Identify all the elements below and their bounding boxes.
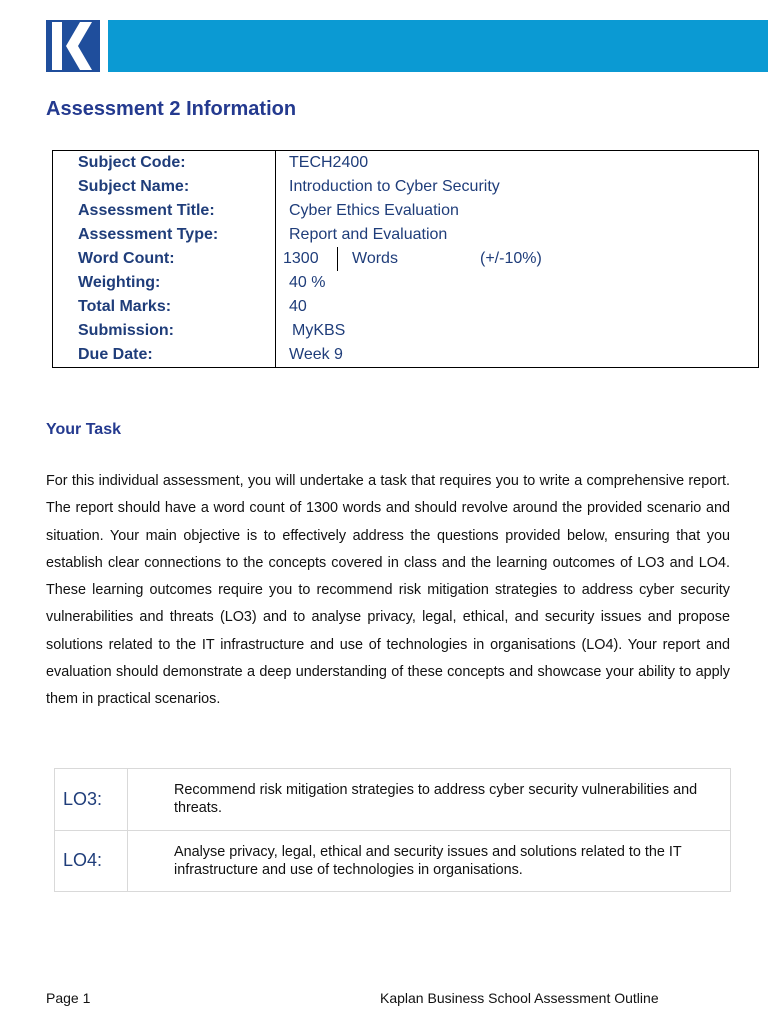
word-count-cell xyxy=(276,247,759,271)
footer-page-number: Page 1 xyxy=(46,990,91,1006)
word-count-value: 1300 xyxy=(283,247,338,271)
subject-name-label: Subject Name: xyxy=(53,175,276,199)
k-letter-icon xyxy=(46,20,100,72)
footer-document-name: Kaplan Business School Assessment Outline xyxy=(380,990,659,1006)
subject-code-label: Subject Code: xyxy=(53,151,276,176)
weighting-value: 40 % xyxy=(289,274,326,291)
header-bar xyxy=(108,20,768,72)
kaplan-logo xyxy=(46,20,100,72)
assessment-type-label: Assessment Type: xyxy=(53,223,276,247)
total-marks-value: 40 xyxy=(289,298,307,315)
subject-code-value: TECH2400 xyxy=(289,154,369,171)
page-title: Assessment 2 Information xyxy=(46,98,297,120)
due-date-label: Due Date: xyxy=(53,343,276,368)
table-row xyxy=(53,175,759,199)
lo-description: Analyse privacy, legal, ethical and security issues and solutions related to the IT infrastructure and use of technologies in organisations. xyxy=(128,830,731,892)
table-row xyxy=(55,830,731,892)
table-row xyxy=(53,199,759,223)
word-count-tolerance: (+/-10%) xyxy=(480,250,542,267)
lo-description: Recommend risk mitigation strategies to address cyber security vulnerabilities and threats. xyxy=(128,769,731,831)
lo-code: LO4: xyxy=(55,830,128,892)
assessment-title-label: Assessment Title: xyxy=(53,199,276,223)
submission-value: MyKBS xyxy=(292,322,346,339)
due-date-value: Week 9 xyxy=(289,346,343,363)
assessment-title-value: Cyber Ethics Evaluation xyxy=(289,202,459,219)
lo-code: LO3: xyxy=(55,769,128,831)
table-row xyxy=(53,271,759,295)
table-row xyxy=(53,223,759,247)
task-body: For this individual assessment, you will undertake a task that requires you to write a comprehensive report. The report should have a word count of 1300 words and should revolve around the provided scenario and situation. Your main objective is to effectively address the questions provided below, ensuring that you establish clear connections to the concepts covered in class and the learning outcomes of LO3 and LO4. These learning outcomes require you to recommend risk mitigation strategies to address cyber security vulnerabilities and threats (LO3) and to analyse privacy, legal, ethical, and security issues and propose solutions related to the IT infrastructure and use of technologies in organisations (LO4). Your report and evaluation should demonstrate a deep understanding of these concepts and showcase your ability to apply them in practical scenarios. xyxy=(46,473,730,708)
weighting-label: Weighting: xyxy=(53,271,276,295)
submission-label: Submission: xyxy=(53,319,276,343)
assessment-info-table xyxy=(52,150,759,368)
table-row xyxy=(53,343,759,368)
table-row xyxy=(53,151,759,176)
word-count-label: Word Count: xyxy=(53,247,276,271)
task-heading: Your Task xyxy=(46,421,121,438)
total-marks-label: Total Marks: xyxy=(53,295,276,319)
assessment-type-value: Report and Evaluation xyxy=(289,226,448,243)
table-row xyxy=(53,295,759,319)
learning-outcomes-table xyxy=(54,768,731,892)
table-row xyxy=(55,769,731,831)
subject-name-value: Introduction to Cyber Security xyxy=(289,178,500,195)
table-row xyxy=(53,247,759,271)
table-row xyxy=(53,319,759,343)
word-count-unit: Words xyxy=(352,250,398,267)
